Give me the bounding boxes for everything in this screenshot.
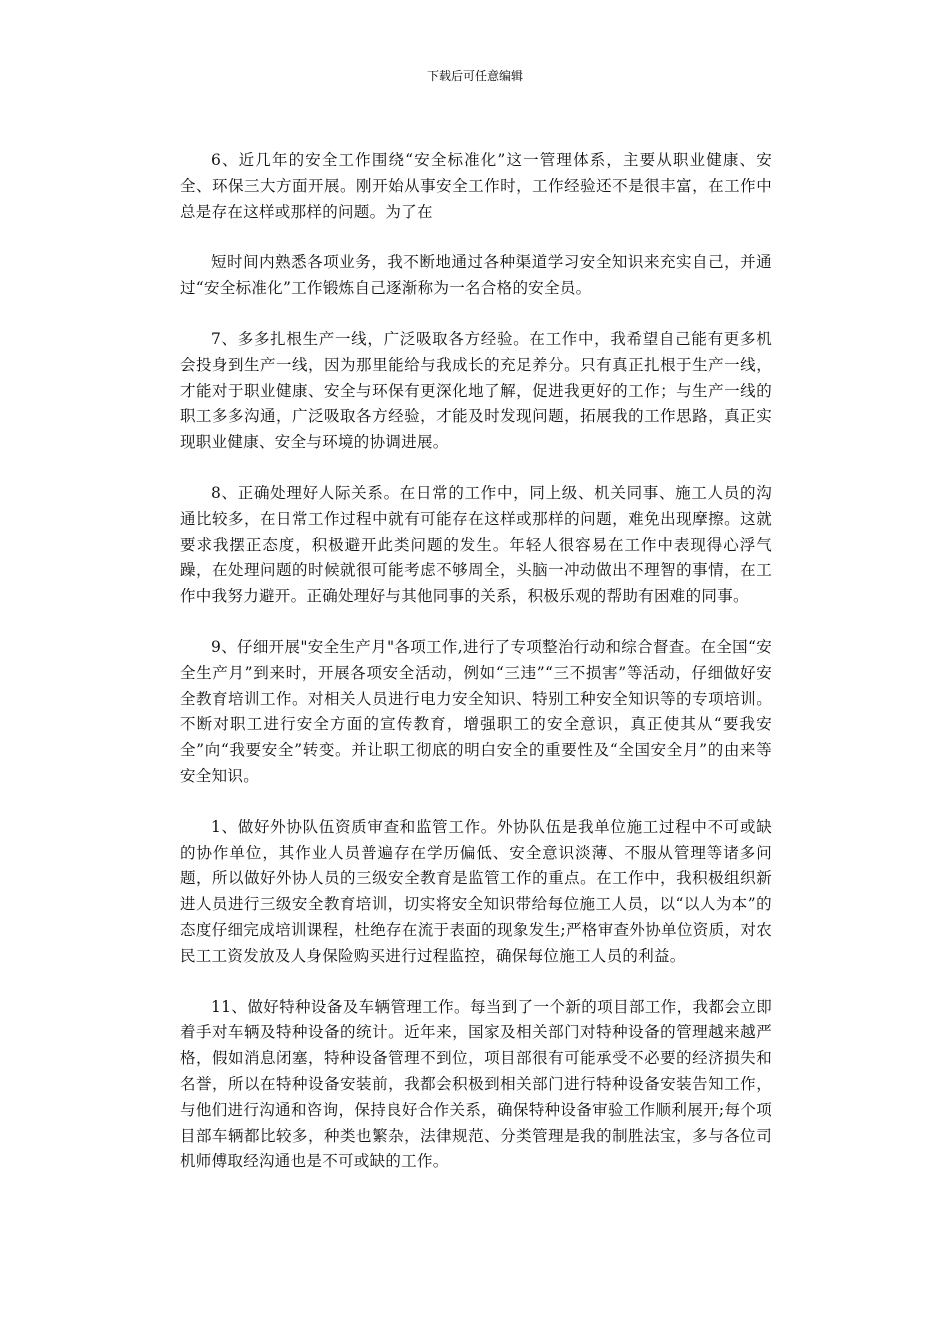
paragraph-8: 8、正确处理好人际关系。在日常的工作中，同上级、机关同事、施工人员的沟通比较多，在日常工作过程中就有可能存在这样或那样的问题，难免出现摩擦。这就要求我摆正态度，积极避开此类问题的发生。年轻人很容易在工作中表现得心浮气躁，在处理问题的时候就很可能考虑不够周全，头脑一冲动做出不理智的事情，在工作中我努力避开。正确处理好与其他同事的关系，积极乐观的帮助有困难的同事。: [180, 483, 772, 606]
paragraph-9: 9、仔细开展"安全生产月"各项工作,进行了专项整治行动和综合督查。在全国“安全生产月”到来时，开展各项安全活动，例如“三违”“三不损害”等活动，仔细做好安全教育培训工作。对相关人员进行电力安全知识、特别工种安全知识等的专项培训。不断对职工进行安全方面的宣传教育，增强职工的安全意识，真正使其从“要我安全”向“我要安全”转变。并让职工彻底的明白安全的重要性及“全国安全月”的由来等安全知识。: [180, 637, 772, 785]
document-body: [180, 148, 772, 1200]
paragraph-1: 1、做好外协队伍资质审查和监管工作。外协队伍是我单位施工过程中不可或缺的协作单位，其作业人员普遍存在学历偏低、安全意识淡薄、不服从管理等诸多问题，所以做好外协人员的三级安全教育是监管工作的重点。在工作中，我积极组织新进人员进行三级安全教育培训，切实将安全知识带给每位施工人员，以“以人为本”的态度仔细完成培训课程，杜绝存在流于表面的现象发生;严格审查外协单位资质，对农民工工资发放及人身保险购买进行过程监控，确保每位施工人员的利益。: [180, 817, 772, 965]
paragraph-7: 7、多多扎根生产一线，广泛吸取各方经验。在工作中，我希望自己能有更多机会投身到生产一线，因为那里能给与我成长的充足养分。只有真正扎根于生产一线，才能对于职业健康、安全与环保有更深化地了解，促进我更好的工作；与生产一线的职工多多沟通，广泛吸取各方经验，才能及时发现问题，拓展我的工作思路，真正实现职业健康、安全与环境的协调进展。: [180, 329, 772, 452]
paragraph-6-continued: 短时间内熟悉各项业务，我不断地通过各种渠道学习安全知识来充实自己，并通过“安全标准化”工作锻炼自己逐渐称为一名合格的安全员。: [180, 253, 772, 298]
page-header: 下载后可任意编辑: [426, 69, 523, 83]
paragraph-11: 11、做好特种设备及车辆管理工作。每当到了一个新的项目部工作，我都会立即着手对车辆及特种设备的统计。近年来，国家及相关部门对特种设备的管理越来越严格，假如消息闭塞，特种设备管理不到位，项目部很有可能承受不必要的经济损失和名誉，所以在特种设备安装前，我都会积极到相关部门进行特种设备安装告知工作，与他们进行沟通和咨询，保持良好合作关系，确保特种设备审验工作顺利展开;每个项目部车辆都比较多，种类也繁杂，法律规范、分类管理是我的制胜法宝，多与各位司机师傅取经沟通也是不可或缺的工作。: [180, 997, 772, 1171]
paragraph-6: 6、近几年的安全工作围绕“安全标准化”这一管理体系，主要从职业健康、安全、环保三大方面开展。刚开始从事安全工作时，工作经验还不是很丰富，在工作中总是存在这样或那样的问题。为了在: [180, 151, 772, 221]
